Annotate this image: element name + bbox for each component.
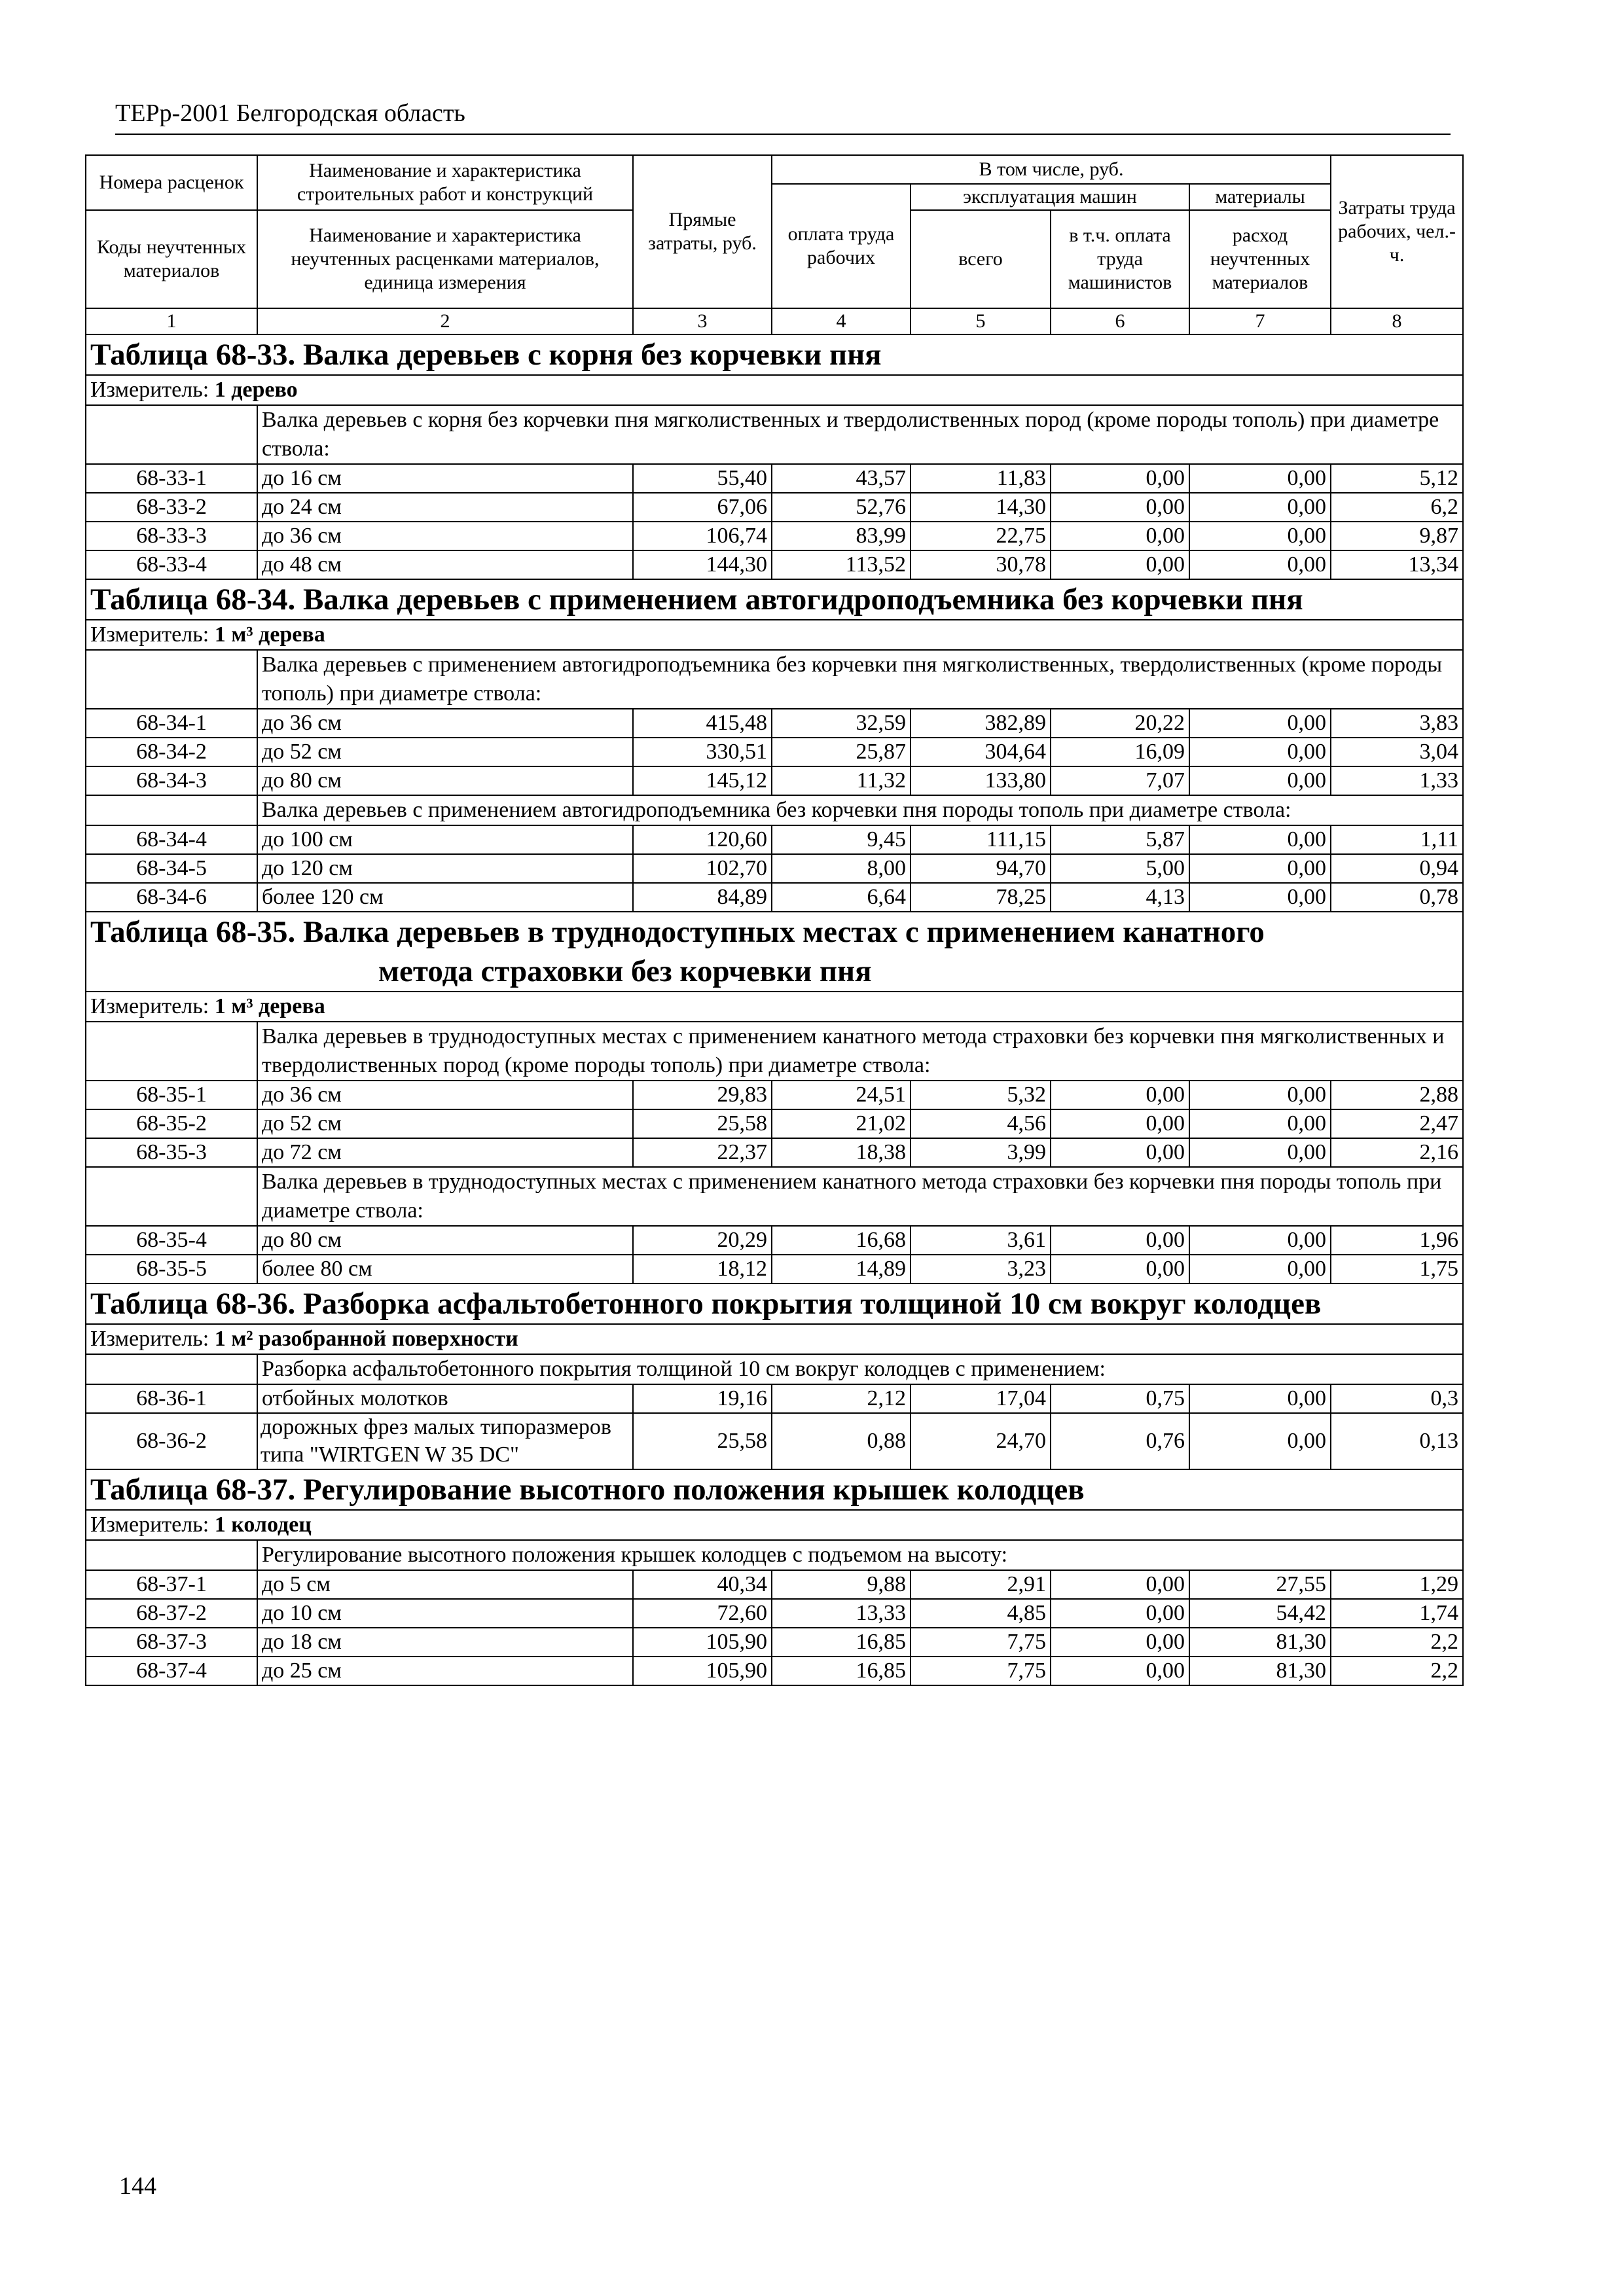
direct-costs: 29,83 — [633, 1081, 772, 1109]
labor-costs: 1,74 — [1331, 1599, 1463, 1628]
section-cell — [86, 1469, 1463, 1510]
col-number: 8 — [1331, 308, 1463, 334]
group-code-cell — [86, 1354, 257, 1384]
col-unaccounted-consumption: расход неучтенных материалов — [1189, 210, 1331, 308]
rate-code: 68-35-3 — [86, 1138, 257, 1167]
worker-pay: 11,32 — [772, 766, 911, 795]
machines-total: 78,25 — [911, 883, 1051, 912]
section-title — [90, 1470, 1458, 1509]
table-row — [86, 1255, 1463, 1283]
direct-costs: 330,51 — [633, 738, 772, 766]
materials-cost: 0,00 — [1189, 493, 1331, 522]
group-title: Валка деревьев в труднодоступных местах с применением канатного метода страховки без корчевки пня породы тополь при диаметре ствола: — [257, 1167, 1463, 1226]
rate-code: 68-34-2 — [86, 738, 257, 766]
driver-pay: 4,13 — [1051, 883, 1189, 912]
col-number: 6 — [1051, 308, 1189, 334]
rate-name: до 120 см — [257, 854, 633, 883]
direct-costs: 18,12 — [633, 1255, 772, 1283]
rate-code: 68-37-4 — [86, 1657, 257, 1685]
group-title: Валка деревьев в труднодоступных местах с применением канатного метода страховки без корчевки пня мягколиственных и твердолиственных пород (кроме породы тополь) при диаметре ствола: — [257, 1022, 1463, 1081]
rate-code: 68-35-4 — [86, 1226, 257, 1255]
section-title-line: Таблица 68-37. Регулирование высотного положения крышек колодцев — [90, 1473, 1085, 1507]
rate-name: до 48 см — [257, 550, 633, 579]
driver-pay: 0,76 — [1051, 1413, 1189, 1469]
driver-pay: 20,22 — [1051, 709, 1189, 738]
rate-code: 68-34-1 — [86, 709, 257, 738]
rate-code: 68-36-1 — [86, 1384, 257, 1413]
measurer-label: Измеритель: — [90, 1327, 209, 1351]
rate-name: более 120 см — [257, 883, 633, 912]
machines-total: 30,78 — [911, 550, 1051, 579]
group-row — [86, 1540, 1463, 1570]
labor-costs: 6,2 — [1331, 493, 1463, 522]
driver-pay: 0,00 — [1051, 1109, 1189, 1138]
rate-code: 68-37-3 — [86, 1628, 257, 1657]
table-row — [86, 1138, 1463, 1167]
rate-code: 68-33-1 — [86, 464, 257, 493]
measurer-label: Измеритель: — [90, 378, 209, 402]
table-body — [86, 334, 1463, 1685]
driver-pay: 5,87 — [1051, 825, 1189, 854]
direct-costs: 19,16 — [633, 1384, 772, 1413]
table-row — [86, 493, 1463, 522]
group-row — [86, 405, 1463, 464]
table-row — [86, 854, 1463, 883]
table-row — [86, 738, 1463, 766]
driver-pay: 0,00 — [1051, 550, 1189, 579]
driver-pay: 7,07 — [1051, 766, 1189, 795]
worker-pay: 83,99 — [772, 522, 911, 550]
section-title-line: метода страховки без корчевки пня — [378, 954, 872, 988]
worker-pay: 16,68 — [772, 1226, 911, 1255]
rate-code: 68-35-1 — [86, 1081, 257, 1109]
direct-costs: 20,29 — [633, 1226, 772, 1255]
driver-pay: 0,75 — [1051, 1384, 1189, 1413]
labor-costs: 2,88 — [1331, 1081, 1463, 1109]
labor-costs: 2,2 — [1331, 1628, 1463, 1657]
direct-costs: 22,37 — [633, 1138, 772, 1167]
group-row — [86, 1167, 1463, 1226]
worker-pay: 18,38 — [772, 1138, 911, 1167]
table-row — [86, 883, 1463, 912]
rate-name: до 80 см — [257, 766, 633, 795]
section-cell — [86, 1283, 1463, 1324]
driver-pay: 0,00 — [1051, 1081, 1189, 1109]
direct-costs: 415,48 — [633, 709, 772, 738]
table-row — [86, 522, 1463, 550]
section-title — [90, 335, 1458, 374]
group-title: Валка деревьев с применением автогидроподъемника без корчевки пня мягколиственных, твердолиственных (кроме породы тополь) при диаметре ствола: — [257, 650, 1463, 709]
table-row — [86, 1570, 1463, 1599]
worker-pay: 25,87 — [772, 738, 911, 766]
table-row — [86, 1384, 1463, 1413]
driver-pay: 0,00 — [1051, 1599, 1189, 1628]
group-row — [86, 795, 1463, 825]
col-machines-total: всего — [911, 210, 1051, 308]
labor-costs: 2,16 — [1331, 1138, 1463, 1167]
labor-costs: 0,3 — [1331, 1384, 1463, 1413]
driver-pay: 0,00 — [1051, 1628, 1189, 1657]
measurer — [86, 992, 1463, 1022]
driver-pay: 0,00 — [1051, 522, 1189, 550]
measurer-row — [86, 375, 1463, 405]
rate-code: 68-35-2 — [86, 1109, 257, 1138]
col-driver-pay: в т.ч. оплата труда машинистов — [1051, 210, 1189, 308]
machines-total: 14,30 — [911, 493, 1051, 522]
rate-name: до 24 см — [257, 493, 633, 522]
worker-pay: 21,02 — [772, 1109, 911, 1138]
table-row — [86, 766, 1463, 795]
section-header — [86, 579, 1463, 620]
col-rate-numbers: Номера расценок — [86, 155, 257, 210]
section-header — [86, 334, 1463, 375]
machines-total: 133,80 — [911, 766, 1051, 795]
direct-costs: 105,90 — [633, 1628, 772, 1657]
col-labor-costs: Затраты труда рабочих, чел.-ч. — [1331, 155, 1463, 308]
direct-costs: 25,58 — [633, 1413, 772, 1469]
group-title: Валка деревьев с применением автогидроподъемника без корчевки пня породы тополь при диаметре ствола: — [257, 795, 1463, 825]
measurer — [86, 375, 1463, 405]
worker-pay: 9,45 — [772, 825, 911, 854]
materials-cost: 0,00 — [1189, 1413, 1331, 1469]
direct-costs: 25,58 — [633, 1109, 772, 1138]
machines-total: 17,04 — [911, 1384, 1051, 1413]
worker-pay: 8,00 — [772, 854, 911, 883]
table-row — [86, 825, 1463, 854]
worker-pay: 24,51 — [772, 1081, 911, 1109]
measurer-label: Измеритель: — [90, 994, 209, 1018]
driver-pay: 0,00 — [1051, 1138, 1189, 1167]
direct-costs: 55,40 — [633, 464, 772, 493]
labor-costs: 3,83 — [1331, 709, 1463, 738]
driver-pay: 16,09 — [1051, 738, 1189, 766]
labor-costs: 9,87 — [1331, 522, 1463, 550]
labor-costs: 2,47 — [1331, 1109, 1463, 1138]
materials-cost: 0,00 — [1189, 1384, 1331, 1413]
labor-costs: 3,04 — [1331, 738, 1463, 766]
section-cell — [86, 912, 1463, 992]
rate-code: 68-33-3 — [86, 522, 257, 550]
rate-code: 68-33-4 — [86, 550, 257, 579]
table-row — [86, 1109, 1463, 1138]
rate-name: до 52 см — [257, 738, 633, 766]
group-title: Валка деревьев с корня без корчевки пня мягколиственных и твердолиственных пород (кроме породы тополь) при диаметре ствола: — [257, 405, 1463, 464]
table-row — [86, 1657, 1463, 1685]
machines-total: 7,75 — [911, 1628, 1051, 1657]
rate-code: 68-37-2 — [86, 1599, 257, 1628]
rate-code: 68-36-2 — [86, 1413, 257, 1469]
labor-costs: 13,34 — [1331, 550, 1463, 579]
col-number: 4 — [772, 308, 911, 334]
col-direct-costs: Прямые затраты, руб. — [633, 155, 772, 308]
section-title-line: Таблица 68-36. Разборка асфальтобетонного покрытия толщиной 10 см вокруг колодцев — [90, 1287, 1322, 1321]
machines-total: 3,99 — [911, 1138, 1051, 1167]
section-title-line: Таблица 68-35. Валка деревьев в труднодоступных местах с применением канатного — [90, 915, 1265, 949]
machines-total: 94,70 — [911, 854, 1051, 883]
rate-code: 68-35-5 — [86, 1255, 257, 1283]
measurer-value: 1 дерево — [214, 378, 298, 402]
group-code-cell — [86, 1167, 257, 1226]
rate-name: до 72 см — [257, 1138, 633, 1167]
col-including: В том числе, руб. — [772, 155, 1331, 184]
measurer — [86, 1510, 1463, 1540]
table-row — [86, 709, 1463, 738]
section-header — [86, 912, 1463, 992]
machines-total: 4,85 — [911, 1599, 1051, 1628]
machines-total: 3,61 — [911, 1226, 1051, 1255]
materials-cost: 0,00 — [1189, 1255, 1331, 1283]
rate-name: до 25 см — [257, 1657, 633, 1685]
direct-costs: 120,60 — [633, 825, 772, 854]
rate-name: до 80 см — [257, 1226, 633, 1255]
direct-costs: 40,34 — [633, 1570, 772, 1599]
worker-pay: 113,52 — [772, 550, 911, 579]
materials-cost: 0,00 — [1189, 766, 1331, 795]
group-title: Разборка асфальтобетонного покрытия толщиной 10 см вокруг колодцев с применением: — [257, 1354, 1463, 1384]
group-code-cell — [86, 650, 257, 709]
measurer-value: 1 м³ дерева — [214, 994, 325, 1018]
table-header — [86, 155, 1463, 334]
worker-pay: 16,85 — [772, 1657, 911, 1685]
driver-pay: 0,00 — [1051, 1226, 1189, 1255]
section-title — [90, 1284, 1458, 1323]
worker-pay: 14,89 — [772, 1255, 911, 1283]
materials-cost: 0,00 — [1189, 1081, 1331, 1109]
labor-costs: 2,2 — [1331, 1657, 1463, 1685]
direct-costs: 84,89 — [633, 883, 772, 912]
materials-cost: 0,00 — [1189, 522, 1331, 550]
measurer-value: 1 м³ дерева — [214, 622, 325, 647]
measurer-row — [86, 620, 1463, 650]
col-machine-operation: эксплуатация машин — [911, 184, 1189, 210]
worker-pay: 0,88 — [772, 1413, 911, 1469]
rates-table — [85, 154, 1464, 1686]
machines-total: 11,83 — [911, 464, 1051, 493]
materials-cost: 0,00 — [1189, 883, 1331, 912]
section-cell — [86, 579, 1463, 620]
rate-code: 68-37-1 — [86, 1570, 257, 1599]
labor-costs: 5,12 — [1331, 464, 1463, 493]
rate-code: 68-34-5 — [86, 854, 257, 883]
rate-name: до 36 см — [257, 522, 633, 550]
driver-pay: 0,00 — [1051, 1570, 1189, 1599]
col-number: 2 — [257, 308, 633, 334]
worker-pay: 2,12 — [772, 1384, 911, 1413]
machines-total: 111,15 — [911, 825, 1051, 854]
materials-cost: 81,30 — [1189, 1657, 1331, 1685]
labor-costs: 0,94 — [1331, 854, 1463, 883]
materials-cost: 0,00 — [1189, 550, 1331, 579]
materials-cost: 0,00 — [1189, 464, 1331, 493]
rate-code: 68-33-2 — [86, 493, 257, 522]
col-unaccounted-codes: Коды неучтенных материалов — [86, 210, 257, 308]
direct-costs: 145,12 — [633, 766, 772, 795]
driver-pay: 0,00 — [1051, 493, 1189, 522]
rate-name: до 16 см — [257, 464, 633, 493]
section-header — [86, 1469, 1463, 1510]
group-code-cell — [86, 1022, 257, 1081]
rate-code: 68-34-4 — [86, 825, 257, 854]
direct-costs: 72,60 — [633, 1599, 772, 1628]
worker-pay: 13,33 — [772, 1599, 911, 1628]
labor-costs: 1,33 — [1331, 766, 1463, 795]
rate-code: 68-34-3 — [86, 766, 257, 795]
section-title-line: Таблица 68-34. Валка деревьев с применением автогидроподъемника без корчевки пня — [90, 583, 1303, 617]
machines-total: 5,32 — [911, 1081, 1051, 1109]
page-number: 144 — [119, 2172, 156, 2200]
machines-total: 22,75 — [911, 522, 1051, 550]
worker-pay: 16,85 — [772, 1628, 911, 1657]
page-header: ТЕРр-2001 Белгородская область — [115, 97, 1451, 135]
measurer — [86, 620, 1463, 650]
direct-costs: 102,70 — [633, 854, 772, 883]
rate-name: до 36 см — [257, 1081, 633, 1109]
table-row — [86, 550, 1463, 579]
machines-total: 304,64 — [911, 738, 1051, 766]
group-row — [86, 1022, 1463, 1081]
machines-total: 382,89 — [911, 709, 1051, 738]
labor-costs: 0,78 — [1331, 883, 1463, 912]
direct-costs: 67,06 — [633, 493, 772, 522]
materials-cost: 27,55 — [1189, 1570, 1331, 1599]
machines-total: 3,23 — [911, 1255, 1051, 1283]
materials-cost: 0,00 — [1189, 1226, 1331, 1255]
rate-name: до 10 см — [257, 1599, 633, 1628]
driver-pay: 5,00 — [1051, 854, 1189, 883]
measurer-row — [86, 1510, 1463, 1540]
section-title — [90, 912, 1458, 991]
group-row — [86, 1354, 1463, 1384]
measurer-label: Измеритель: — [90, 1513, 209, 1537]
col-number: 7 — [1189, 308, 1331, 334]
machines-total: 7,75 — [911, 1657, 1051, 1685]
col-unaccounted-names: Наименование и характеристика неучтенных расценками материалов, единица измерения — [257, 210, 633, 308]
worker-pay: 43,57 — [772, 464, 911, 493]
labor-costs: 1,75 — [1331, 1255, 1463, 1283]
group-code-cell — [86, 795, 257, 825]
table-row — [86, 464, 1463, 493]
col-work-name: Наименование и характеристика строительных работ и конструкций — [257, 155, 633, 210]
measurer-row — [86, 1324, 1463, 1354]
materials-cost: 54,42 — [1189, 1599, 1331, 1628]
col-number: 1 — [86, 308, 257, 334]
group-row — [86, 650, 1463, 709]
machines-total: 24,70 — [911, 1413, 1051, 1469]
materials-cost: 0,00 — [1189, 1109, 1331, 1138]
labor-costs: 1,11 — [1331, 825, 1463, 854]
materials-cost: 81,30 — [1189, 1628, 1331, 1657]
driver-pay: 0,00 — [1051, 1657, 1189, 1685]
labor-costs: 1,29 — [1331, 1570, 1463, 1599]
rate-name: до 18 см — [257, 1628, 633, 1657]
rate-name: более 80 см — [257, 1255, 633, 1283]
measurer-row — [86, 992, 1463, 1022]
machines-total: 2,91 — [911, 1570, 1051, 1599]
materials-cost: 0,00 — [1189, 854, 1331, 883]
rate-name: до 5 см — [257, 1570, 633, 1599]
rate-name: до 100 см — [257, 825, 633, 854]
materials-cost: 0,00 — [1189, 825, 1331, 854]
rate-code: 68-34-6 — [86, 883, 257, 912]
driver-pay: 0,00 — [1051, 464, 1189, 493]
worker-pay: 6,64 — [772, 883, 911, 912]
table-row — [86, 1599, 1463, 1628]
section-title-line: Таблица 68-33. Валка деревьев с корня без корчевки пня — [90, 338, 882, 372]
group-code-cell — [86, 1540, 257, 1570]
section-cell — [86, 334, 1463, 375]
measurer-value: 1 колодец — [214, 1513, 312, 1537]
materials-cost: 0,00 — [1189, 709, 1331, 738]
section-title — [90, 580, 1458, 619]
col-number: 5 — [911, 308, 1051, 334]
col-materials: материалы — [1189, 184, 1331, 210]
worker-pay: 32,59 — [772, 709, 911, 738]
driver-pay: 0,00 — [1051, 1255, 1189, 1283]
worker-pay: 9,88 — [772, 1570, 911, 1599]
table-row — [86, 1628, 1463, 1657]
col-worker-pay: оплата труда рабочих — [772, 184, 911, 308]
table-row — [86, 1413, 1463, 1469]
machines-total: 4,56 — [911, 1109, 1051, 1138]
worker-pay: 52,76 — [772, 493, 911, 522]
section-header — [86, 1283, 1463, 1324]
direct-costs: 144,30 — [633, 550, 772, 579]
group-title: Регулирование высотного положения крышек колодцев с подъемом на высоту: — [257, 1540, 1463, 1570]
table-row — [86, 1081, 1463, 1109]
rate-name: дорожных фрез малых типоразмеров типа "WIRTGEN W 35 DC" — [257, 1413, 633, 1469]
labor-costs: 1,96 — [1331, 1226, 1463, 1255]
group-code-cell — [86, 405, 257, 464]
labor-costs: 0,13 — [1331, 1413, 1463, 1469]
materials-cost: 0,00 — [1189, 1138, 1331, 1167]
direct-costs: 105,90 — [633, 1657, 772, 1685]
direct-costs: 106,74 — [633, 522, 772, 550]
measurer-value: 1 м² разобранной поверхности — [214, 1327, 518, 1351]
measurer-label: Измеритель: — [90, 622, 209, 647]
materials-cost: 0,00 — [1189, 738, 1331, 766]
rate-name: до 36 см — [257, 709, 633, 738]
rate-name: отбойных молотков — [257, 1384, 633, 1413]
rate-name: до 52 см — [257, 1109, 633, 1138]
table-row — [86, 1226, 1463, 1255]
measurer — [86, 1324, 1463, 1354]
col-number: 3 — [633, 308, 772, 334]
